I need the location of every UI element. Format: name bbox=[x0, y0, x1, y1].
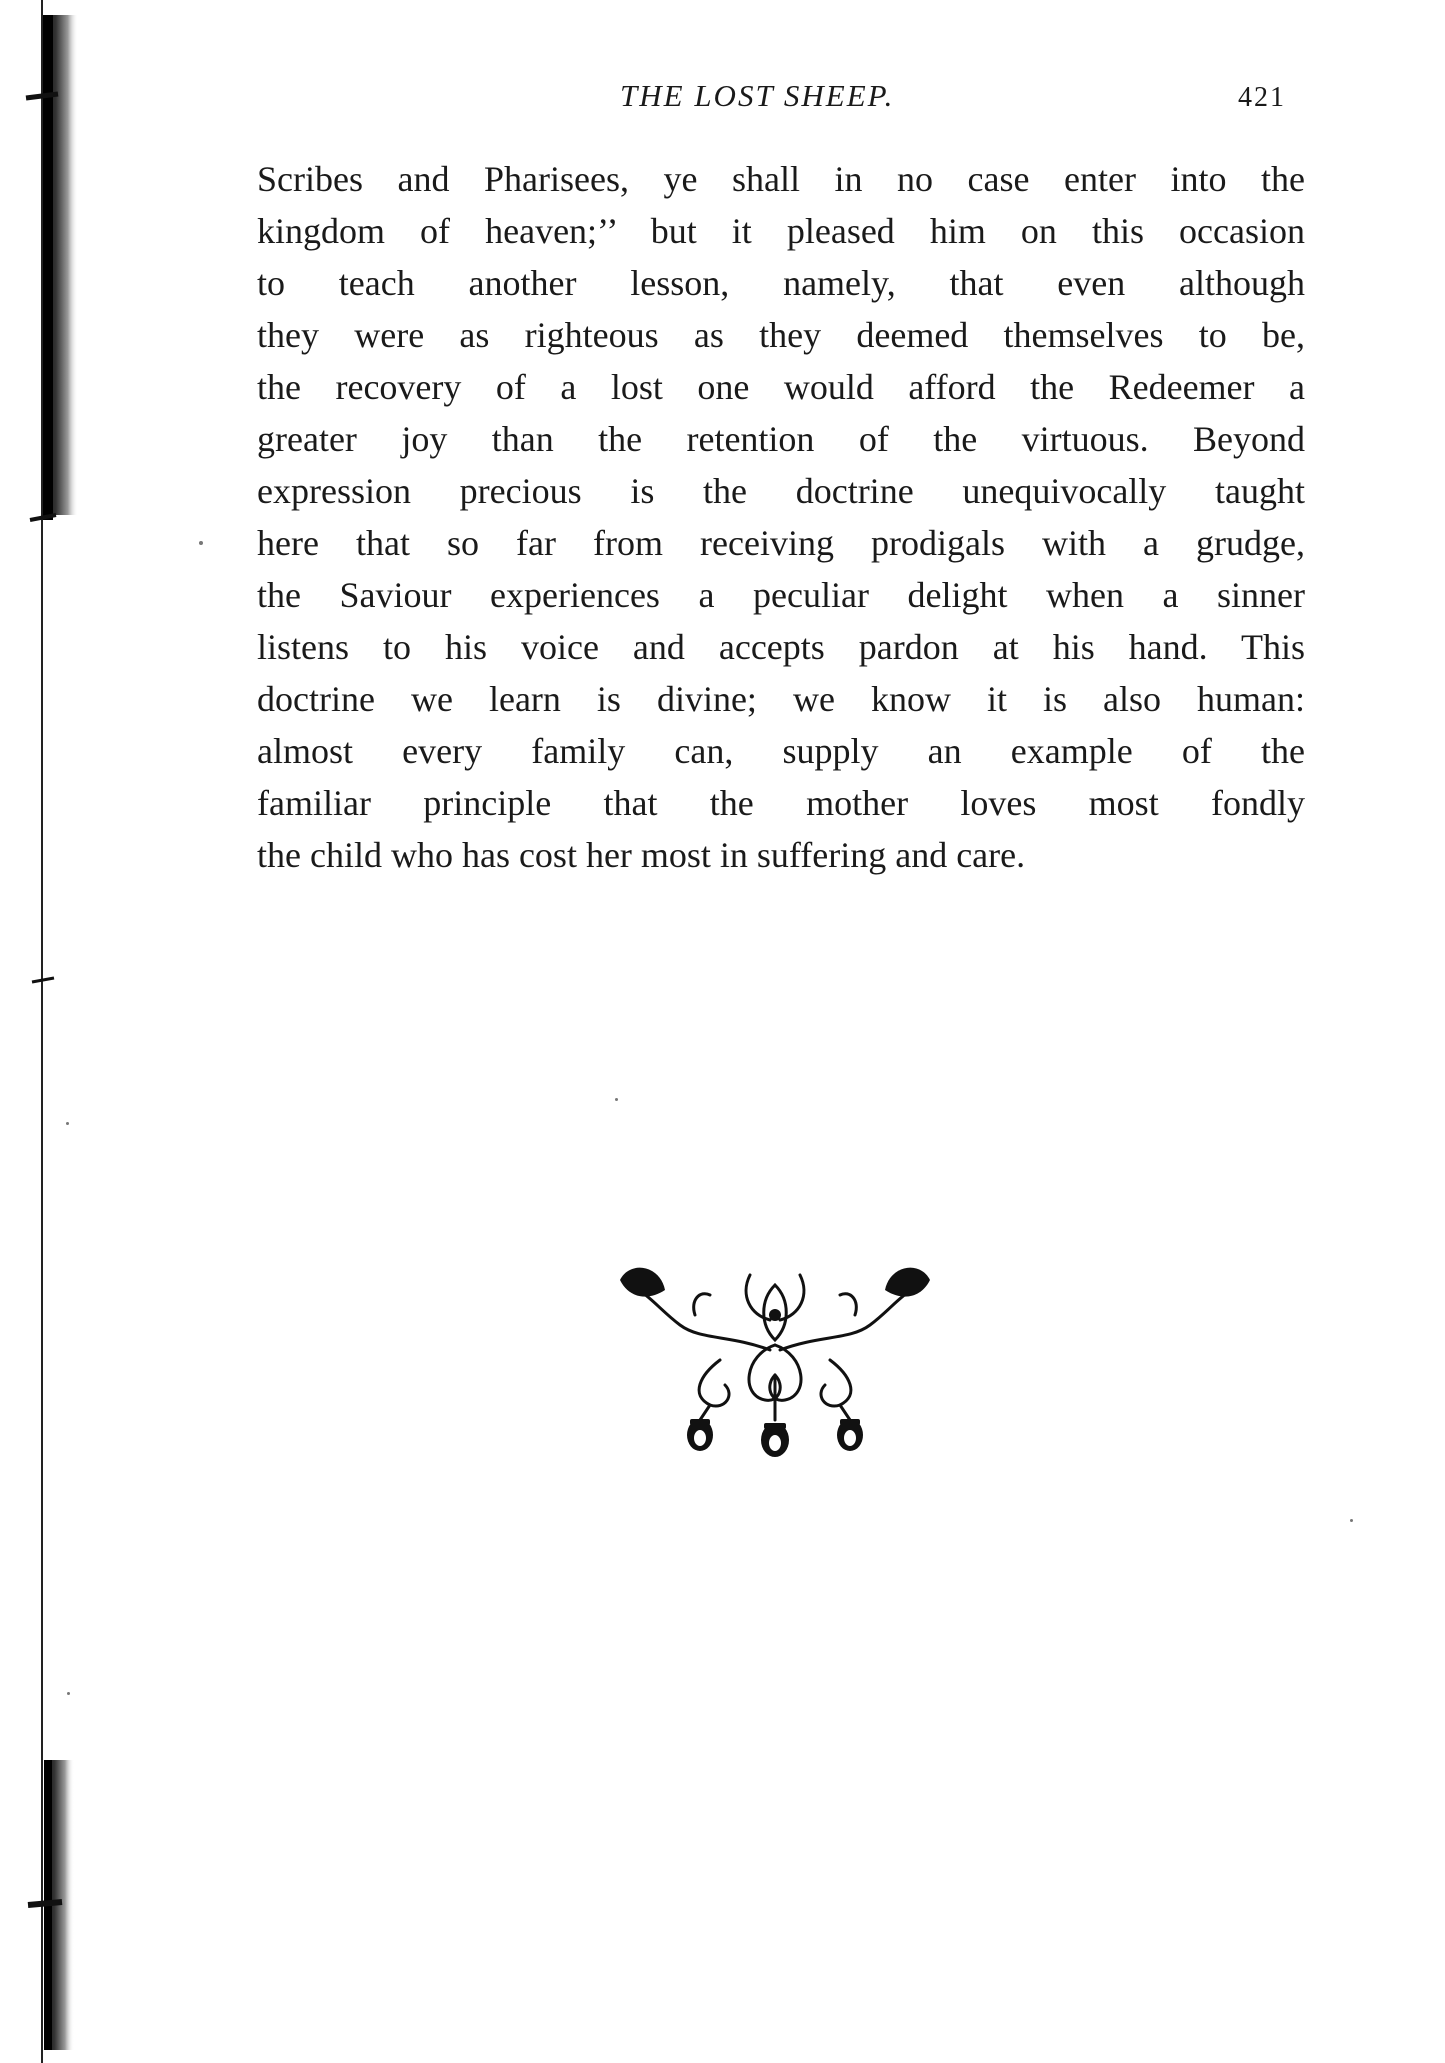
text-line: Scribes and Pharisees, ye shall in no case enter into the bbox=[257, 159, 1305, 199]
page-number: 421 bbox=[1238, 82, 1286, 113]
body-paragraph bbox=[257, 153, 1305, 881]
binding-edge bbox=[18, 0, 108, 2063]
text-line: kingdom of heaven;’’ but it pleased him on this occasion bbox=[257, 211, 1305, 251]
text-line: the recovery of a lost one would afford the Redeemer a bbox=[257, 367, 1305, 407]
paper-speck bbox=[1350, 1519, 1353, 1522]
text-line: here that so far from receiving prodigals with a grudge, bbox=[257, 523, 1305, 563]
running-title: THE LOST SHEEP. bbox=[620, 78, 895, 113]
text-line: listens to his voice and accepts pardon at his hand. This bbox=[257, 627, 1305, 667]
text-line: the child who has cost her most in suffering and care. bbox=[257, 835, 1026, 875]
text-line: the Saviour experiences a peculiar delight when a sinner bbox=[257, 575, 1305, 615]
text-line: expression precious is the doctrine unequivocally taught bbox=[257, 471, 1305, 511]
paper-speck bbox=[615, 1098, 618, 1101]
text-line: almost every family can, supply an example of the bbox=[257, 731, 1305, 771]
floral-tailpiece-icon bbox=[600, 1255, 950, 1460]
text-line: greater joy than the retention of the virtuous. Beyond bbox=[257, 419, 1305, 459]
paper-speck bbox=[66, 1122, 69, 1125]
text-line: they were as righteous as they deemed themselves to be, bbox=[257, 315, 1305, 355]
text-line: familiar principle that the mother loves most fondly bbox=[257, 783, 1305, 823]
paper-speck bbox=[199, 541, 203, 545]
text-line: to teach another lesson, namely, that even although bbox=[257, 263, 1305, 303]
text-line: doctrine we learn is divine; we know it is also human: bbox=[257, 679, 1305, 719]
paper-speck bbox=[67, 1692, 70, 1695]
